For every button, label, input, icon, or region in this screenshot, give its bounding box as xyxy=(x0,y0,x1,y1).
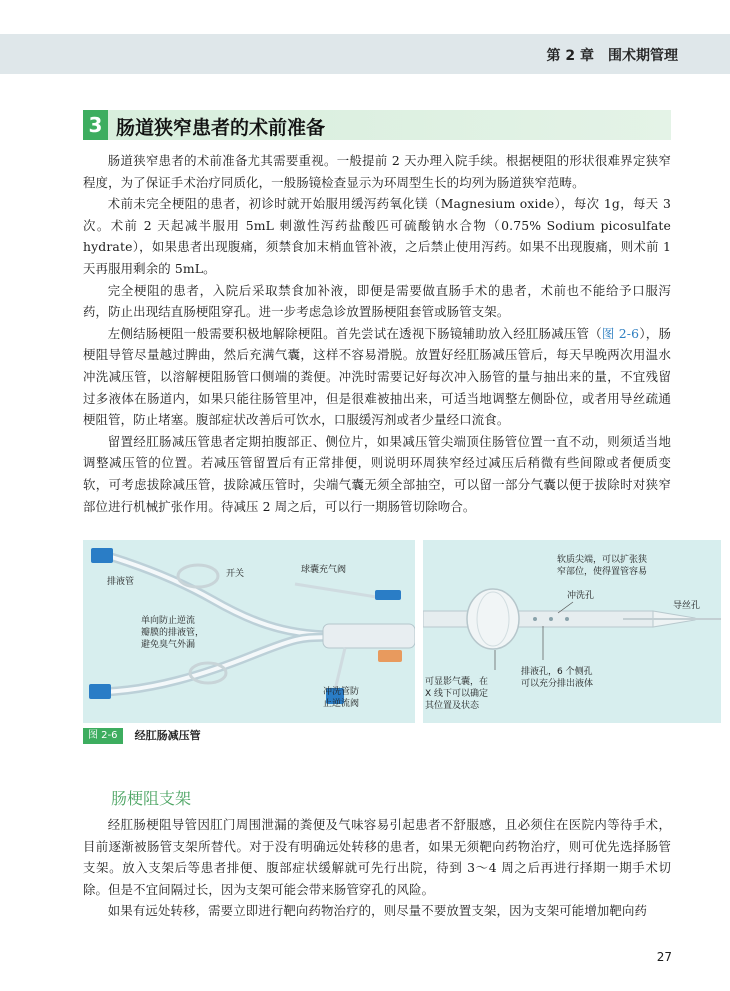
section-title: 肠道狭窄患者的术前准备 xyxy=(116,117,326,139)
label-soft-tip: 软质尖端，可以扩张狭 窄部位，使得置管容易 xyxy=(557,555,648,577)
label-balloon: 可显影气囊，在 X 线下可以确定 其位置及状态 xyxy=(425,677,489,711)
figure-caption xyxy=(83,728,201,744)
valve-icon xyxy=(375,590,401,600)
label-balloon-valve: 球囊充气阀 xyxy=(301,565,347,575)
label-flush-hole: 冲洗孔 xyxy=(567,591,595,601)
figure-panel-right xyxy=(423,540,721,723)
section-number: 3 xyxy=(83,110,108,140)
label-drain-hole: 排液孔，6 个侧孔 可以充分排出液体 xyxy=(521,667,594,689)
paragraph: 留置经肛肠减压管患者定期拍腹部正、侧位片，如果减压管尖端顶住肠管位置一直不动，则须适当地调整减压管的位置。若减压管留置后有正常排便，则说明环周狭窄经过减压后稍微有些间隙或者便质变软，可考虑拔除减压管，拔除减压管时，尖端气囊无须全部抽空，可以留一部分气囊以便于拔除时对狭窄部位进行机械扩张作用。待减压 2 周之后，可以行一期肠管切除吻合。 xyxy=(83,433,671,514)
paragraph: 术前未完全梗阻的患者，初诊时就开始服用缓泻药氧化镁（Magnesium oxide），每次 1g，每天 3 次。术前 2 天起减半服用 5mL 刺激性泻药盐酸匹可硫酸钠水合物（0.75% Sodium picosulfate hydrate），如果患者出现腹痛，须禁食加末梢血管补液，之后禁止使用泻药。如果不出现腹痛，则术前 1 天再服用剩余的 5mL。 xyxy=(83,196,671,276)
chapter-title: 第 2 章 围术期管理 xyxy=(546,48,678,64)
paragraph: 完全梗阻的患者，入院后采取禁食加补液，即便是需要做直肠手术的患者，术前也不能给予口服泻药，防止出现结直肠梗阻穿孔。进一步考虑急诊放置肠梗阻套管或肠管支架。 xyxy=(83,282,671,320)
clamp-icon xyxy=(178,565,218,587)
paragraph-text: ），肠梗阻导管尽量越过脾曲，然后充满气囊，这样不容易滑脱。放置好经肛肠减压管后，每天早晚两次用温水冲洗减压管，以溶解梗阻肠管口侧端的粪便。冲洗时需要记好每次冲入肠管的量与抽出来的量，不宜残留过多液体在肠道内，如果只能往肠管里冲，但是很难被抽出来，可适当地调整左侧卧位，或者用导丝疏通梗阻管，防止堵塞。腹部症状改善后可饮水，口服缓泻剂或者少量经口流食。 xyxy=(83,325,671,428)
label-guidewire-hole: 导丝孔 xyxy=(673,601,701,611)
paragraph-text: 左侧结肠梗阻一般需要积极地解除梗阻。首先尝试在透视下肠镜辅助放入经肛肠减压管（ xyxy=(107,325,602,341)
label-drain-tube: 排液管 xyxy=(107,577,135,587)
balloon-icon xyxy=(467,589,519,649)
figure-reference-link[interactable]: 图 2-6 xyxy=(601,325,640,341)
page-number: 27 xyxy=(656,950,672,964)
running-header xyxy=(0,34,730,74)
drainage-tube-illustration xyxy=(83,540,415,723)
paragraph: 肠道狭窄患者的术前准备尤其需要重视。一般提前 2 天办理入院手续。根据梗阻的形状很难界定狭窄程度，为了保证手术治疗同质化，一般肠镜检查显示为环周型生长的均列为肠道狭窄范畴。 xyxy=(83,153,671,190)
figure-title: 经肛肠减压管 xyxy=(134,729,201,742)
subheading: 肠梗阻支架 xyxy=(111,789,192,808)
drain-cap-icon xyxy=(91,548,113,563)
section-heading xyxy=(83,110,671,140)
paragraph: 如果有远处转移，需要立即进行靶向药物治疗的，则尽量不要放置支架，因为支架可能增加靶向药 xyxy=(107,903,648,919)
label-check-valve: 单向防止逆流 瓣膜的排液管， 避免臭气外漏 xyxy=(141,616,205,650)
body-text-b xyxy=(83,814,671,922)
paragraph: 经肛肠梗阻导管因肛门周围泄漏的粪便及气味容易引起患者不舒服感，且必须住在医院内等待手术，目前逐渐被肠管支架所替代。对于没有明确远处转移的患者，如果无须靶向药物治疗，则可优先选择肠管支架。放入支架后等患者排便、腹部症状缓解就可先行出院，待到 3～4 周之后再进行择期一期手术切除。但是不宜间隔过长，因为支架可能会带来肠管穿孔的风险。 xyxy=(83,817,671,897)
figure-number: 图 2-6 xyxy=(83,728,123,744)
paragraph xyxy=(83,323,671,431)
figure-panel-left xyxy=(83,540,415,723)
label-flush-valve: 冲洗管防 止逆流阀 xyxy=(323,687,360,709)
connector-icon xyxy=(378,650,402,662)
drain-cap-icon xyxy=(89,684,111,699)
label-switch: 开关 xyxy=(226,569,245,579)
body-text-a xyxy=(83,150,671,517)
